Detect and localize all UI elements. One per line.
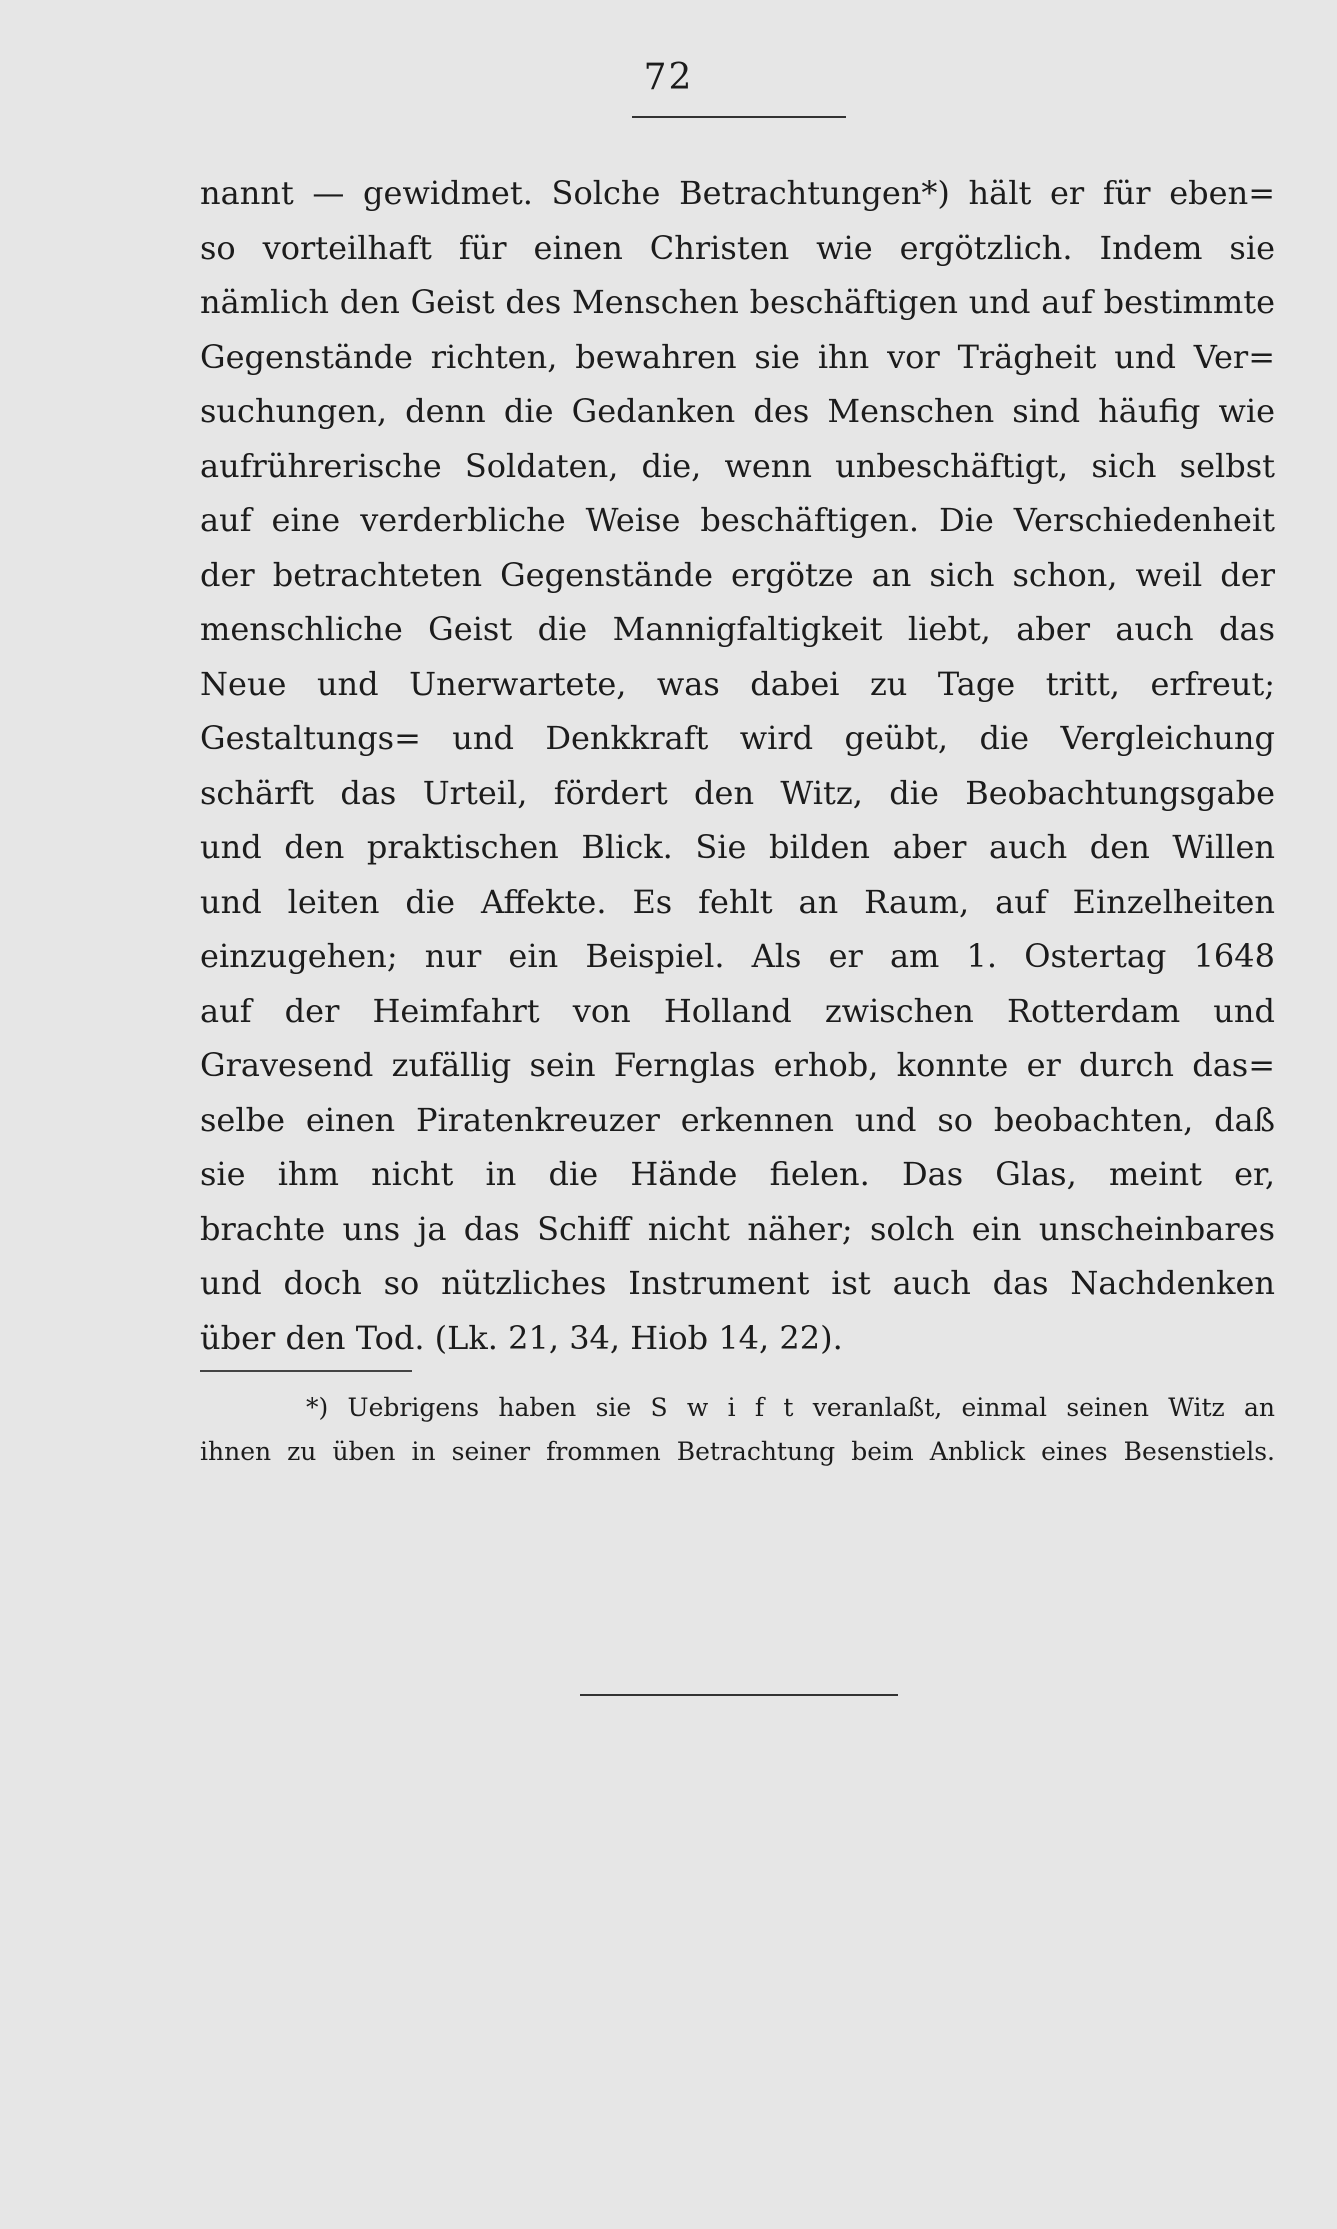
text-line: Gegenstände richten, bewahren sie ihn vor Trägheit und Ver= bbox=[200, 337, 1275, 376]
text-line: aufrührerische Soldaten, die, wenn unbeschäftigt, sich selbst bbox=[200, 446, 1275, 485]
footnote-line: *) Uebrigens haben sie S w i f t veranlaßt, einmal seinen Witz an bbox=[306, 1393, 1275, 1422]
text-line: Gestaltungs= und Denkkraft wird geübt, die Vergleichung bbox=[200, 719, 1275, 757]
text-line: über den Tod. (Lk. 21, 34, Hiob 14, 22). bbox=[200, 1318, 843, 1357]
text-line: der betrachteten Gegenstände ergötze an sich schon, weil der bbox=[200, 555, 1275, 594]
text-line: auf der Heimfahrt von Holland zwischen Rotterdam und bbox=[200, 991, 1275, 1030]
end-rule bbox=[580, 1694, 898, 1696]
text-line: auf eine verderbliche Weise beschäftigen. Die Verschiedenheit bbox=[200, 501, 1275, 539]
text-line: menschliche Geist die Mannigfaltigkeit liebt, aber auch das bbox=[200, 610, 1275, 648]
text-line: Gravesend zufällig sein Fernglas erhob, konnte er durch das= bbox=[200, 1046, 1275, 1084]
text-line: schärft das Urteil, fördert den Witz, die Beobachtungsgabe bbox=[200, 773, 1275, 812]
text-line: nannt — gewidmet. Solche Betrachtungen*) hält er für eben= bbox=[200, 174, 1275, 212]
header-rule bbox=[632, 116, 846, 118]
text-line: selbe einen Piratenkreuzer erkennen und so beobachten, daß bbox=[200, 1100, 1275, 1139]
text-line: einzugehen; nur ein Beispiel. Als er am 1. Ostertag 1648 bbox=[200, 937, 1275, 975]
page-number: 72 bbox=[643, 57, 694, 98]
footnote-line: ihnen zu üben in seiner frommen Betrachtung beim Anblick eines Besenstiels. bbox=[200, 1437, 1275, 1466]
body-text bbox=[200, 166, 1275, 1365]
text-line: suchungen, denn die Gedanken des Menschen sind häufig wie bbox=[200, 392, 1275, 430]
text-line: Neue und Unerwartete, was dabei zu Tage tritt, erfreut; bbox=[200, 664, 1275, 703]
text-line: brachte uns ja das Schiff nicht näher; solch ein unscheinbares bbox=[200, 1209, 1275, 1248]
footnote bbox=[200, 1386, 1275, 1474]
text-line: und den praktischen Blick. Sie bilden aber auch den Willen bbox=[200, 828, 1275, 866]
text-line: sie ihm nicht in die Hände fielen. Das Glas, meint er, bbox=[200, 1155, 1275, 1193]
text-line: und leiten die Affekte. Es fehlt an Raum, auf Einzelheiten bbox=[200, 882, 1275, 921]
text-line: nämlich den Geist des Menschen beschäftigen und auf bestimmte bbox=[200, 283, 1275, 321]
text-line: und doch so nützliches Instrument ist auch das Nachdenken bbox=[200, 1264, 1275, 1302]
text-line: so vorteilhaft für einen Christen wie ergötzlich. Indem sie bbox=[200, 228, 1275, 267]
footnote-rule bbox=[200, 1370, 412, 1372]
